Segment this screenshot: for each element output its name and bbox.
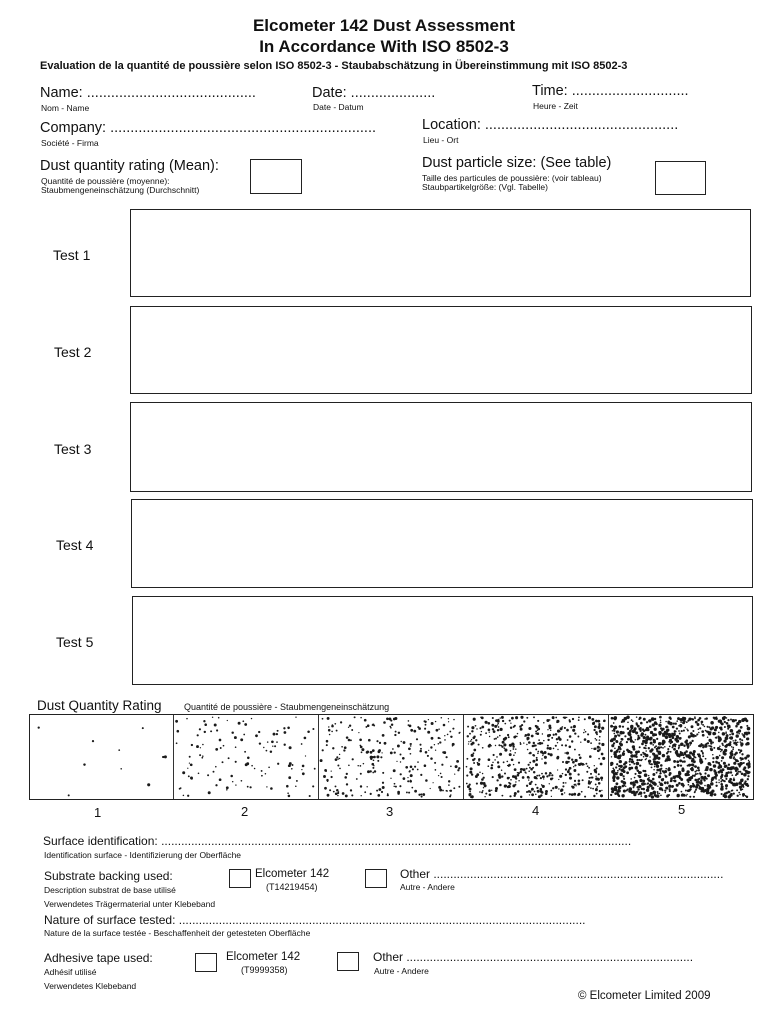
test-3-label: Test 3 [54, 441, 92, 457]
subtitle: Evaluation de la quantité de poussière selon ISO 8502-3 - Staubabschätzung in Übereinstimmung mit ISO 8502-3 [40, 60, 628, 72]
backing-elcometer-checkbox[interactable] [229, 869, 251, 888]
rating-level-1-sample [30, 715, 174, 799]
backing-elcometer-code: (T14219454) [266, 882, 318, 892]
location-field[interactable]: Location: ................................................ [422, 117, 679, 133]
dust-rating-mean-sub1: Quantité de poussière (moyenne): [41, 176, 170, 186]
rating-level-2-sample [174, 715, 319, 799]
test-2-box[interactable] [130, 306, 752, 394]
rating-level-4-number: 4 [532, 803, 540, 818]
tape-sub2: Verwendetes Klebeband [44, 981, 137, 991]
tape-elcometer-label: Elcometer 142 [226, 951, 301, 963]
surface-id-field[interactable]: Surface identification: ............................................................................................................................................. [43, 834, 632, 848]
backing-other-sub: Autre - Andere [400, 882, 455, 892]
copyright: © Elcometer Limited 2009 [578, 990, 711, 1002]
backing-label: Substrate backing used: [44, 869, 173, 883]
rating-level-5-number: 5 [678, 802, 686, 817]
dust-speckles [319, 715, 462, 799]
rating-scale-panel [29, 714, 754, 800]
tape-label: Adhesive tape used: [44, 951, 153, 965]
location-field-sub: Lieu - Ort [423, 135, 459, 145]
particle-size-label: Dust particle size: (See table) [422, 155, 612, 171]
particle-size-box[interactable] [655, 161, 706, 195]
nature-field[interactable]: Nature of surface tested: .......................................................................................................................... [44, 913, 586, 927]
dust-speckles [609, 715, 752, 799]
date-field[interactable]: Date: ..................... [312, 85, 436, 101]
rating-scale-title-sub: Quantité de poussière - Staubmengeneinschätzung [184, 702, 390, 712]
tape-sub1: Adhésif utilisé [44, 967, 97, 977]
backing-other-checkbox[interactable] [365, 869, 387, 888]
rating-level-1-number: 1 [94, 805, 102, 820]
tape-other-sub: Autre - Andere [374, 966, 429, 976]
test-1-label: Test 1 [53, 247, 91, 263]
nature-sub: Nature de la surface testée - Beschaffenheit der getesteten Oberfläche [44, 928, 311, 938]
name-field-sub: Nom - Name [41, 103, 90, 113]
title-line-1: Elcometer 142 Dust Assessment [252, 16, 516, 35]
dust-rating-mean-label: Dust quantity rating (Mean): [40, 158, 219, 174]
company-field-sub: Société - Firma [41, 138, 99, 148]
test-5-box[interactable] [132, 596, 753, 685]
test-2-label: Test 2 [54, 344, 92, 360]
dust-rating-mean-sub2: Staubmengeneinschätzung (Durchschnitt) [41, 185, 200, 195]
rating-level-5-sample [609, 715, 753, 799]
title-line-2: In Accordance With ISO 8502-3 [259, 37, 509, 56]
particle-size-sub1: Taille des particules de poussière: (voir tableau) [422, 173, 602, 183]
name-field[interactable]: Name: .......................................... [40, 85, 256, 101]
rating-level-2-number: 2 [241, 804, 249, 819]
dust-speckles [30, 715, 173, 799]
backing-elcometer-label: Elcometer 142 [255, 868, 330, 880]
rating-level-3-sample [319, 715, 464, 799]
dust-rating-mean-box[interactable] [250, 159, 302, 194]
dust-speckles [174, 715, 317, 799]
company-field[interactable]: Company: .................................................................. [40, 120, 376, 136]
tape-elcometer-code: (T9999358) [241, 965, 288, 975]
test-4-label: Test 4 [56, 537, 94, 553]
tape-other-field[interactable]: Other ...................................................................................... [373, 950, 694, 964]
surface-id-sub: Identification surface - Identifizierung der Oberfläche [44, 850, 242, 860]
time-field[interactable]: Time: ............................. [532, 83, 689, 99]
rating-scale-title: Dust Quantity Rating [37, 698, 162, 713]
date-field-sub: Date - Datum [313, 102, 364, 112]
backing-sub1: Description substrat de base utilisé [44, 885, 176, 895]
rating-level-4-sample [464, 715, 609, 799]
backing-sub2: Verwendetes Trägermaterial unter Klebeband [44, 899, 216, 909]
test-3-box[interactable] [130, 402, 752, 492]
rating-level-3-number: 3 [386, 804, 394, 819]
test-1-box[interactable] [130, 209, 751, 297]
test-5-label: Test 5 [56, 634, 94, 650]
backing-other-field[interactable]: Other ....................................................................................... [400, 867, 724, 881]
test-4-box[interactable] [131, 499, 753, 588]
tape-elcometer-checkbox[interactable] [195, 953, 217, 972]
tape-other-checkbox[interactable] [337, 952, 359, 971]
particle-size-sub2: Staubpartikelgröße: (Vgl. Tabelle) [422, 182, 548, 192]
time-field-sub: Heure - Zeit [533, 101, 578, 111]
dust-speckles [464, 715, 607, 799]
